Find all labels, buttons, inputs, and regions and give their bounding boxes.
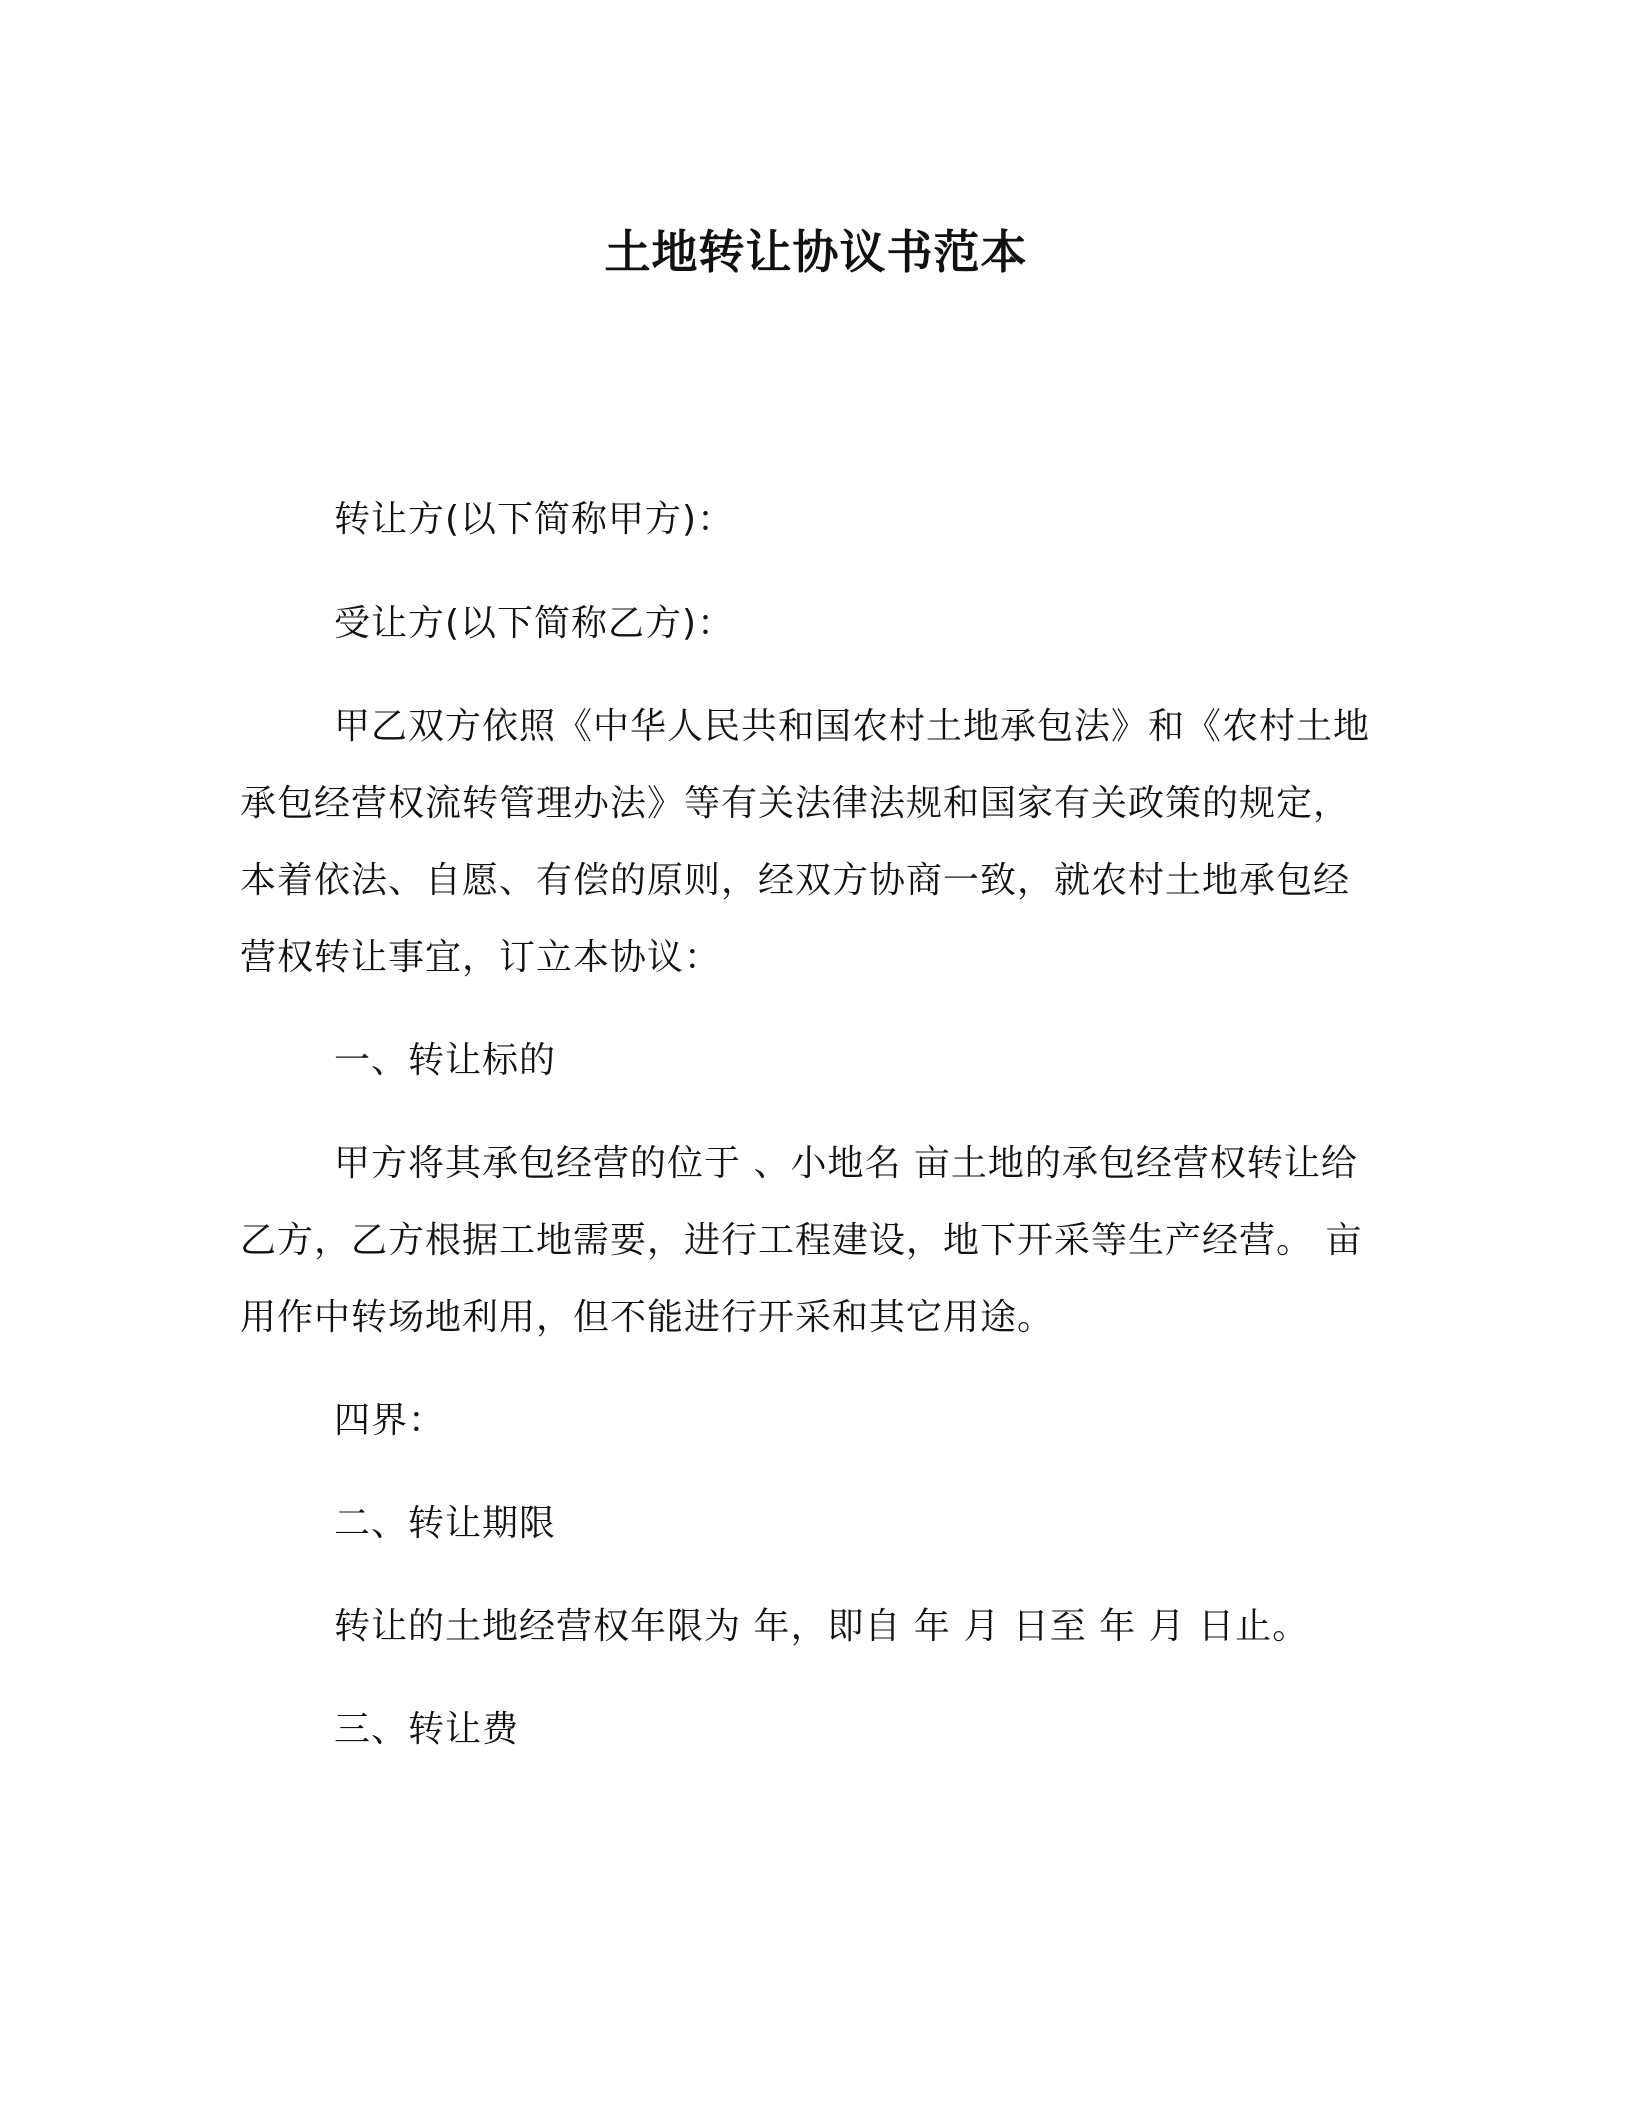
section-heading-1: 一、转让标的 <box>334 1040 557 1081</box>
transferor-line: 转让方(以下简称甲方)： <box>334 499 735 540</box>
preamble-line-3: 本着依法、自愿、有偿的原则，经双方协商一致，就农村土地承包经 <box>240 860 1351 901</box>
section-1-line-2: 乙方，乙方根据工地需要，进行工程建设，地下开采等生产经营。 亩 <box>240 1220 1363 1261</box>
transferee-line: 受让方(以下简称乙方)： <box>334 603 735 644</box>
preamble-line-4: 营权转让事宜，订立本协议： <box>240 937 722 978</box>
boundaries-line: 四界： <box>334 1400 446 1441</box>
section-heading-2: 二、转让期限 <box>334 1503 557 1544</box>
document-title: 土地转让协议书范本 <box>604 225 1028 279</box>
preamble-line-1: 甲乙双方依照《中华人民共和国农村土地承包法》和《农村土地 <box>334 706 1371 747</box>
section-1-line-3: 用作中转场地利用，但不能进行开采和其它用途。 <box>240 1297 1055 1338</box>
section-1-line-1: 甲方将其承包经营的位于 、小地名 亩土地的承包经营权转让给 <box>334 1143 1358 1184</box>
section-2-line-1: 转让的土地经营权年限为 年，即自 年 月 日至 年 月 日止。 <box>334 1606 1310 1647</box>
section-heading-3: 三、转让费 <box>334 1709 520 1750</box>
preamble-line-2: 承包经营权流转管理办法》等有关法律法规和国家有关政策的规定， <box>240 783 1351 824</box>
